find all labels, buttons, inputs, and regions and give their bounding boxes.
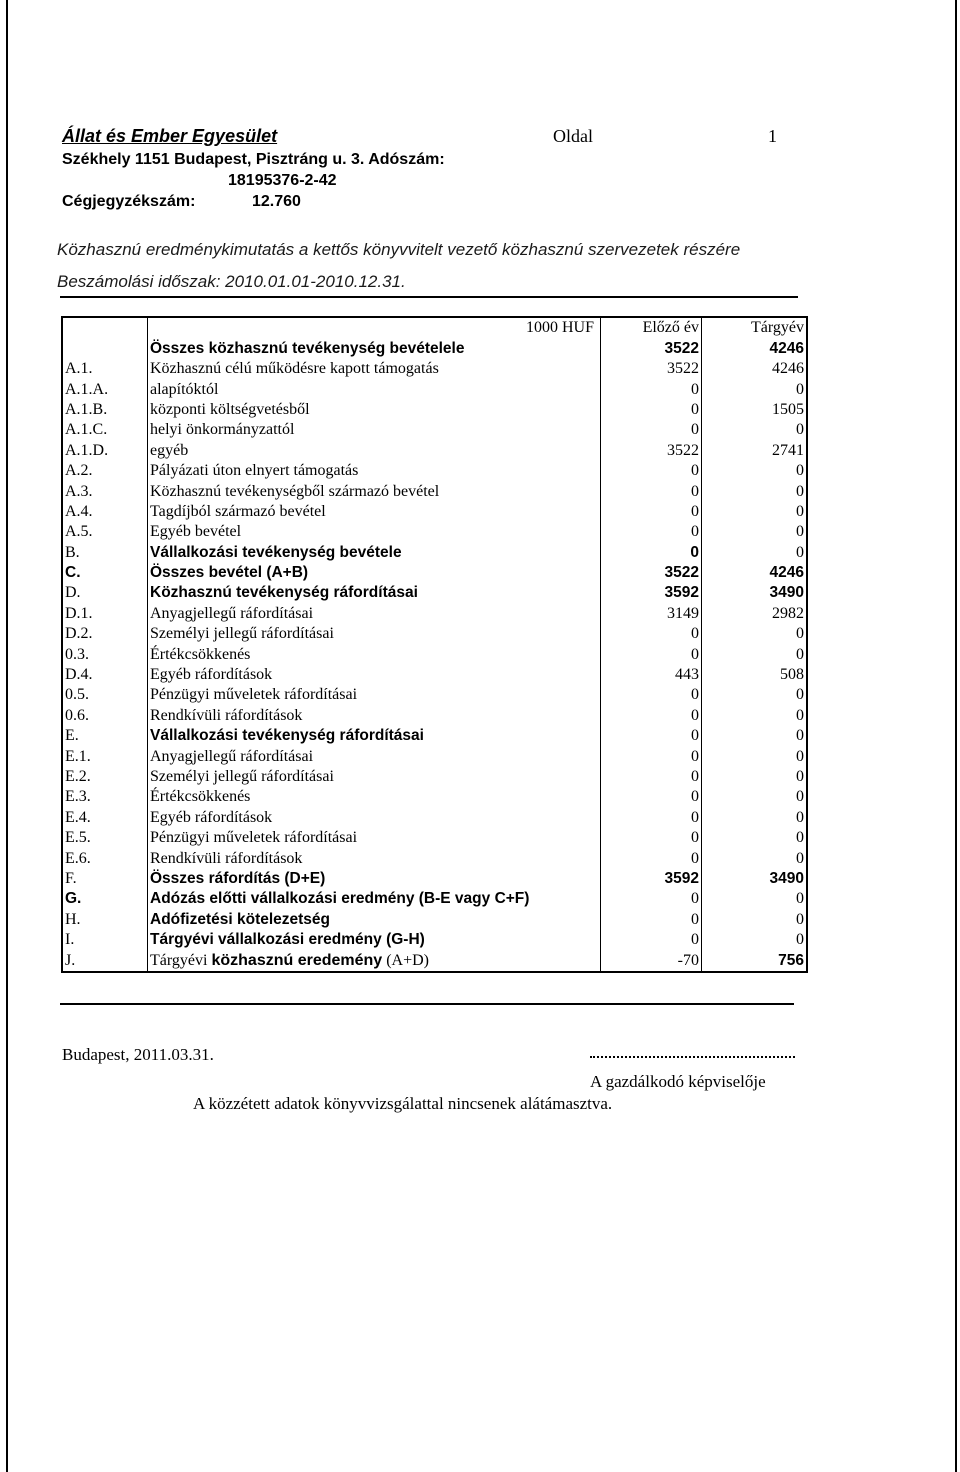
row-label: Közhasznú tevékenységből származó bevétel <box>148 481 601 501</box>
row-code: E.4. <box>62 807 148 827</box>
row-label: Adófizetési kötelezetség <box>148 909 601 929</box>
registry-number: 12.760 <box>252 193 301 210</box>
row-prev-year-value: 0 <box>601 726 702 746</box>
table-row <box>62 787 807 807</box>
row-code: F. <box>62 869 148 889</box>
row-prev-year-value: 3522 <box>601 338 702 358</box>
row-code: D. <box>62 583 148 603</box>
registry-label: Cégjegyzékszám: <box>62 193 196 210</box>
table-row <box>62 338 807 358</box>
row-code: A.3. <box>62 481 148 501</box>
footer-divider <box>60 1003 794 1005</box>
row-label: Közhasznú tevékenység ráfordításai <box>148 583 601 603</box>
row-prev-year-value: 0 <box>601 644 702 664</box>
table-row <box>62 869 807 889</box>
address-line: Székhely 1151 Budapest, Pisztráng u. 3. Adószám: <box>62 151 445 168</box>
row-current-year-value: 3490 <box>702 583 808 603</box>
row-prev-year-value: 3592 <box>601 583 702 603</box>
row-prev-year-value: 0 <box>601 807 702 827</box>
row-label: Értékcsökkenés <box>148 644 601 664</box>
row-current-year-value: 0 <box>702 644 808 664</box>
row-code: E.6. <box>62 848 148 868</box>
report-title: Közhasznú eredménykimutatás a kettős könyvvitelt vezető közhasznú szervezetek részére <box>57 240 741 259</box>
row-code: H. <box>62 909 148 929</box>
row-label: egyéb <box>148 440 601 460</box>
table-row <box>62 644 807 664</box>
row-code: C. <box>62 563 148 583</box>
row-label: Összes ráfordítás (D+E) <box>148 869 601 889</box>
row-current-year-value: 0 <box>702 930 808 950</box>
row-prev-year-value: 3522 <box>601 359 702 379</box>
table-row <box>62 726 807 746</box>
row-current-year-value: 0 <box>702 705 808 725</box>
row-current-year-value: 756 <box>702 950 808 971</box>
row-label-prefix: Tárgyévi <box>150 951 212 969</box>
row-prev-year-value: 0 <box>601 522 702 542</box>
row-code: A.4. <box>62 502 148 522</box>
table-row <box>62 603 807 623</box>
row-label: Személyi jellegű ráfordításai <box>148 624 601 644</box>
row-prev-year-value: 0 <box>601 379 702 399</box>
row-label: Tagdíjból származó bevétel <box>148 502 601 522</box>
row-current-year-value: 0 <box>702 461 808 481</box>
row-label: Pénzügyi műveletek ráfordításai <box>148 828 601 848</box>
table-row <box>62 665 807 685</box>
row-code: A.1.B. <box>62 400 148 420</box>
table-row <box>62 379 807 399</box>
table-row <box>62 481 807 501</box>
row-current-year-value: 0 <box>702 787 808 807</box>
row-label: Anyagjellegű ráfordításai <box>148 746 601 766</box>
row-code <box>62 338 148 358</box>
row-label: Pénzügyi műveletek ráfordításai <box>148 685 601 705</box>
row-current-year-value: 4246 <box>702 338 808 358</box>
row-label: Személyi jellegű ráfordításai <box>148 767 601 787</box>
row-prev-year-value: 0 <box>601 502 702 522</box>
row-current-year-value: 0 <box>702 746 808 766</box>
row-label: Egyéb ráfordítások <box>148 807 601 827</box>
row-code: E.1. <box>62 746 148 766</box>
row-prev-year-value: 0 <box>601 787 702 807</box>
place-and-date: Budapest, 2011.03.31. <box>62 1045 214 1064</box>
row-current-year-value: 0 <box>702 807 808 827</box>
table-row <box>62 685 807 705</box>
row-prev-year-value: 3522 <box>601 563 702 583</box>
disclaimer-text: A közzétett adatok könyvvizsgálattal nincsenek alátámasztva. <box>193 1094 613 1113</box>
signature-line <box>590 1050 795 1058</box>
column-header-prev-year: Előző év <box>601 317 702 338</box>
row-current-year-value: 0 <box>702 624 808 644</box>
row-label: Vállalkozási tevékenység bevétele <box>148 542 601 562</box>
row-label: Közhasznú célú működésre kapott támogatás <box>148 359 601 379</box>
row-current-year-value: 0 <box>702 889 808 909</box>
row-label: alapítóktól <box>148 379 601 399</box>
row-code: A.1.D. <box>62 440 148 460</box>
row-label: Tárgyévi vállalkozási eredmény (G-H) <box>148 930 601 950</box>
table-header-row <box>62 317 807 338</box>
row-current-year-value: 0 <box>702 420 808 440</box>
row-current-year-value: 0 <box>702 726 808 746</box>
row-prev-year-value: 0 <box>601 481 702 501</box>
row-prev-year-value: 0 <box>601 420 702 440</box>
row-current-year-value: 2741 <box>702 440 808 460</box>
row-current-year-value: 4246 <box>702 563 808 583</box>
table-row <box>62 746 807 766</box>
row-label: Összes bevétel (A+B) <box>148 563 601 583</box>
row-code: A.5. <box>62 522 148 542</box>
row-current-year-value: 508 <box>702 665 808 685</box>
page-label: Oldal <box>553 126 593 146</box>
signature-label: A gazdálkodó képviselője <box>590 1072 766 1091</box>
row-label: Értékcsökkenés <box>148 787 601 807</box>
header-divider <box>60 296 798 298</box>
row-prev-year-value: 0 <box>601 400 702 420</box>
table-row <box>62 461 807 481</box>
tax-id: 18195376-2-42 <box>228 172 337 189</box>
row-code: J. <box>62 950 148 971</box>
table-row <box>62 522 807 542</box>
row-label: Adózás előtti vállalkozási eredmény (B-E vagy C+F) <box>148 889 601 909</box>
table-row <box>62 807 807 827</box>
row-code: A.1.C. <box>62 420 148 440</box>
row-prev-year-value: 0 <box>601 685 702 705</box>
row-current-year-value: 0 <box>702 767 808 787</box>
table-row <box>62 705 807 725</box>
row-label: Egyéb ráfordítások <box>148 665 601 685</box>
table-row <box>62 563 807 583</box>
row-prev-year-value: 0 <box>601 909 702 929</box>
row-current-year-value: 0 <box>702 502 808 522</box>
row-label: Rendkívüli ráfordítások <box>148 705 601 725</box>
row-label-emphasis: közhasznú eredemény <box>211 951 383 969</box>
table-row <box>62 889 807 909</box>
row-label: Rendkívüli ráfordítások <box>148 848 601 868</box>
row-current-year-value: 1505 <box>702 400 808 420</box>
row-code: 0.5. <box>62 685 148 705</box>
row-current-year-value: 0 <box>702 542 808 562</box>
row-label: központi költségvetésből <box>148 400 601 420</box>
row-prev-year-value: 0 <box>601 828 702 848</box>
row-label: Egyéb bevétel <box>148 522 601 542</box>
row-code: G. <box>62 889 148 909</box>
row-code: E. <box>62 726 148 746</box>
table-row <box>62 359 807 379</box>
row-current-year-value: 2982 <box>702 603 808 623</box>
table-row <box>62 950 807 971</box>
row-current-year-value: 0 <box>702 909 808 929</box>
row-code: 0.3. <box>62 644 148 664</box>
row-label-suffix: (A+D) <box>382 951 429 969</box>
row-current-year-value: 0 <box>702 379 808 399</box>
row-label: helyi önkormányzattól <box>148 420 601 440</box>
row-code: E.5. <box>62 828 148 848</box>
row-prev-year-value: 0 <box>601 889 702 909</box>
row-current-year-value: 0 <box>702 848 808 868</box>
row-code: A.1. <box>62 359 148 379</box>
row-prev-year-value: 0 <box>601 705 702 725</box>
row-prev-year-value: -70 <box>601 950 702 971</box>
row-code: B. <box>62 542 148 562</box>
column-header-current-year: Tárgyév <box>702 317 808 338</box>
row-label: Pályázati úton elnyert támogatás <box>148 461 601 481</box>
table-row <box>62 828 807 848</box>
row-prev-year-value: 0 <box>601 461 702 481</box>
row-current-year-value: 4246 <box>702 359 808 379</box>
row-prev-year-value: 0 <box>601 624 702 644</box>
row-prev-year-value: 0 <box>601 767 702 787</box>
row-code: I. <box>62 930 148 950</box>
row-code: A.1.A. <box>62 379 148 399</box>
table-row <box>62 848 807 868</box>
table-row <box>62 624 807 644</box>
row-label <box>148 950 601 971</box>
row-code: D.2. <box>62 624 148 644</box>
row-code: E.2. <box>62 767 148 787</box>
row-current-year-value: 0 <box>702 522 808 542</box>
row-current-year-value: 0 <box>702 481 808 501</box>
header-code-cell <box>62 317 148 338</box>
page-number: 1 <box>768 126 777 146</box>
row-label: Összes közhasznú tevékenység bevételele <box>148 338 601 358</box>
table-row <box>62 930 807 950</box>
row-prev-year-value: 3592 <box>601 869 702 889</box>
row-prev-year-value: 3149 <box>601 603 702 623</box>
table-row <box>62 502 807 522</box>
income-statement-table <box>61 316 808 973</box>
table-row <box>62 420 807 440</box>
row-label: Anyagjellegű ráfordításai <box>148 603 601 623</box>
row-prev-year-value: 0 <box>601 746 702 766</box>
page-frame-right <box>955 0 957 1472</box>
row-code: E.3. <box>62 787 148 807</box>
table-row <box>62 909 807 929</box>
table-row <box>62 583 807 603</box>
page-frame-left <box>6 0 8 1472</box>
row-current-year-value: 0 <box>702 828 808 848</box>
row-code: D.1. <box>62 603 148 623</box>
row-prev-year-value: 3522 <box>601 440 702 460</box>
unit-label: 1000 HUF <box>148 317 601 338</box>
row-prev-year-value: 0 <box>601 542 702 562</box>
table-row <box>62 440 807 460</box>
row-code: 0.6. <box>62 705 148 725</box>
row-current-year-value: 3490 <box>702 869 808 889</box>
row-label: Vállalkozási tevékenység ráfordításai <box>148 726 601 746</box>
table-row <box>62 767 807 787</box>
row-code: D.4. <box>62 665 148 685</box>
table-row <box>62 542 807 562</box>
row-prev-year-value: 0 <box>601 848 702 868</box>
organization-name: Állat és Ember Egyesület <box>62 126 278 146</box>
table-row <box>62 400 807 420</box>
row-code: A.2. <box>62 461 148 481</box>
row-current-year-value: 0 <box>702 685 808 705</box>
row-prev-year-value: 0 <box>601 930 702 950</box>
reporting-period: Beszámolási időszak: 2010.01.01-2010.12.31. <box>57 272 406 291</box>
row-prev-year-value: 443 <box>601 665 702 685</box>
